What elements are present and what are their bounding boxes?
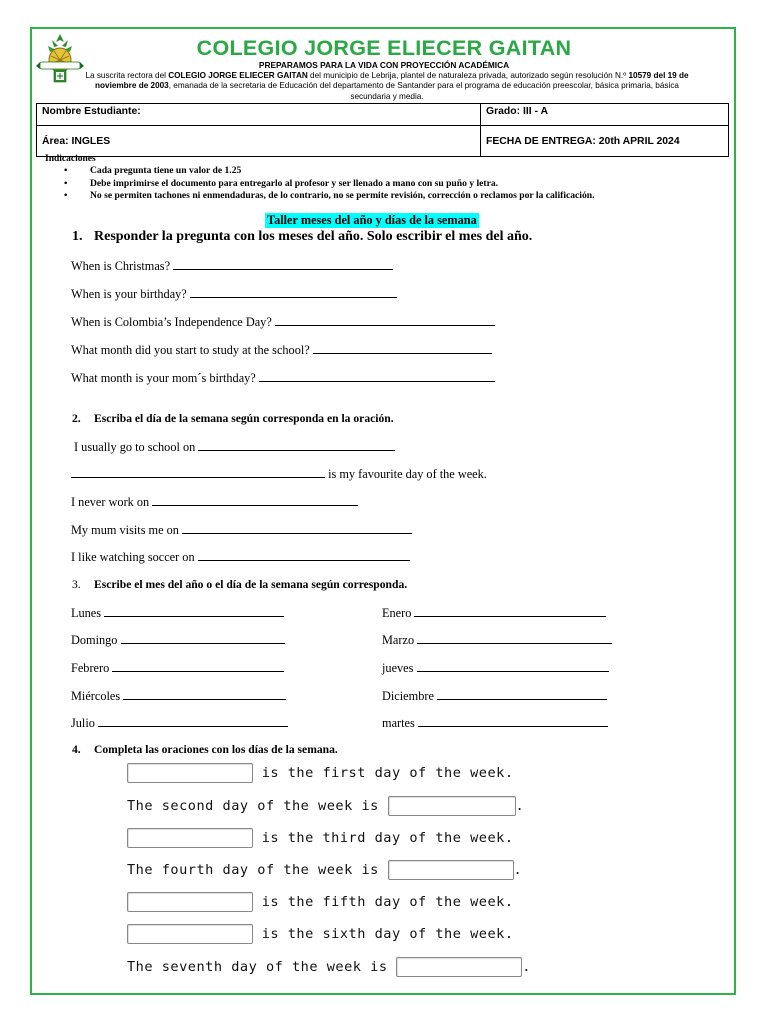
answer-blank[interactable] [259,371,495,382]
q1-question: When is your birthday? [71,287,187,301]
q3-word: Diciembre [382,689,434,703]
answer-box[interactable] [127,828,253,848]
answer-blank[interactable] [437,689,607,700]
q3-word: jueves [382,661,414,675]
bullet-icon: • [64,190,68,201]
q3-word: martes [382,716,415,730]
q2-item [74,440,395,455]
q4-sentence [127,957,531,977]
resolution-number: 10579 del 19 de noviembre de 2003 [95,71,689,91]
answer-box[interactable] [127,892,253,912]
q2-item [71,467,487,482]
answer-box[interactable] [388,796,516,816]
area-field: Área: INGLES [37,126,481,157]
q3-word: Febrero [71,661,110,675]
answer-blank[interactable] [121,633,285,644]
answer-blank[interactable] [198,440,395,451]
q3-word: Domingo [71,633,118,647]
resolution-text-part: , emanada de la secretaria de Educación del departamento de Santander para el programa de educación preescolar, básica primaria, básica secundaria y media. [168,81,679,101]
q1-question: What month did you start to study at the school? [71,343,310,357]
q3-item [71,689,286,704]
q1-question: What month is your mom´s birthday? [71,371,256,385]
resolution-school-name: COLEGIO JORGE ELIECER GAITAN [168,71,308,80]
q4-sentence [127,892,514,912]
school-name-title: COLEGIO JORGE ELIECER GAITAN [196,36,572,60]
q1-item [71,343,492,358]
q4-title: Completa las oraciones con los días de la semana. [94,743,338,756]
q4-sentence-text: is the third day of the week. [261,830,514,846]
answer-blank[interactable] [417,633,612,644]
q1-question: When is Colombia’s Independence Day? [71,315,272,329]
q4-period: . [513,862,523,878]
q2-sentence: My mum visits me on [71,523,179,537]
instruction-text: No se permiten tachones ni enmendaduras, de lo contrario, no se permite revisión, corrección o reclamos por la calificación. [90,190,595,201]
answer-blank[interactable] [182,523,412,534]
instructions-title: Indicaciones [45,154,96,164]
q1-item [71,315,495,330]
instruction-item [64,165,595,178]
q1-item [71,259,393,274]
q1-item [71,371,495,386]
answer-blank[interactable] [275,315,495,326]
q1-title-text: Responder la pregunta con los meses del año. Solo escribir el mes del año. [94,229,533,244]
answer-box[interactable] [127,763,253,783]
q4-sentence [127,763,514,783]
answer-blank[interactable] [152,495,358,506]
q2-item [71,550,410,565]
answer-blank[interactable] [71,467,325,478]
instruction-text: Debe imprimirse el documento para entregarlo al profesor y ser llenado a mano con su puño y letra. [90,177,499,189]
q2-sentence: is my favourite day of the week. [328,467,487,481]
q3-item [71,661,284,676]
instruction-item [64,178,595,191]
q3-word: Julio [71,716,95,730]
q3-item [382,689,607,704]
q3-number: 3. [72,578,81,591]
q2-number: 2. [72,412,81,425]
q4-period: . [522,959,531,975]
answer-blank[interactable] [112,661,284,672]
answer-blank[interactable] [313,343,492,354]
q4-sentence-text: is the sixth day of the week. [261,926,514,942]
q3-word: Miércoles [71,689,121,703]
school-motto: PREPARAMOS PARA LA VIDA CON PROYECCIÓN ACADÉMICA [258,60,510,70]
q2-sentence: I usually go to school on [74,440,196,454]
q3-word: Enero [382,606,412,620]
answer-blank[interactable] [173,259,393,270]
instructions-list [64,165,595,203]
answer-blank[interactable] [417,661,609,672]
answer-blank[interactable] [98,716,288,727]
q4-sentence-text: The seventh day of the week is [127,959,388,975]
q3-title [72,578,407,591]
q3-word: Lunes [71,606,102,620]
q2-item [71,495,358,510]
q1-item [71,287,397,302]
q4-sentence-text: The second day of the week is [127,798,379,814]
q3-title-text: Escribe el mes del año o el día de la semana según corresponda. [94,578,408,591]
instruction-item [64,190,595,203]
q3-word: Marzo [382,633,415,647]
answer-box[interactable] [388,860,514,880]
q1-title [72,229,532,245]
q2-sentence: I never work on [71,495,150,509]
q3-item [71,606,284,621]
resolution-text-part: La suscrita rectora del [85,71,169,80]
grade-field: Grado: III - A [481,104,729,126]
worksheet-title: Taller meses del año y días de la semana [267,213,477,227]
due-date-field: FECHA DE ENTREGA: 20th APRIL 2024 [481,126,729,157]
answer-blank[interactable] [414,606,606,617]
q4-period: . [515,798,525,814]
answer-blank[interactable] [198,550,410,561]
q4-sentence [127,828,514,848]
q4-sentence-text: is the first day of the week. [261,765,514,781]
answer-blank[interactable] [123,689,286,700]
student-name-field[interactable]: Nombre Estudiante: [37,104,481,126]
q2-item [71,523,412,538]
q4-sentence [127,796,524,816]
q4-sentence-text: The fourth day of the week is [127,862,379,878]
q2-title [72,412,394,425]
q4-number: 4. [72,743,81,756]
answer-blank[interactable] [104,606,284,617]
q3-item [382,661,609,676]
bullet-icon: • [64,165,68,176]
q4-sentence [127,860,522,880]
resolution-text-part: del municipio de Lebrija, plantel de naturaleza privada, autorizado según resolución N.º [307,71,629,80]
answer-box[interactable] [127,924,253,944]
q3-item [382,606,606,621]
q4-sentence [127,924,514,944]
q3-item [382,716,608,731]
q3-item [382,633,612,648]
q1-question: When is Christmas? [71,259,171,273]
q3-item [71,633,285,648]
instruction-text: Cada pregunta tiene un valor de 1.25 [90,165,242,176]
student-info-table [36,103,729,157]
resolution-text [82,71,692,102]
q1-number: 1. [72,229,83,244]
answer-box[interactable] [396,957,522,977]
bullet-icon: • [64,177,68,189]
q2-title-text: Escriba el día de la semana según corresponda en la oración. [94,412,394,425]
answer-blank[interactable] [190,287,397,298]
answer-blank[interactable] [418,716,608,727]
q3-item [71,716,288,731]
q2-sentence: I like watching soccer on [71,550,195,564]
q4-sentence-text: is the fifth day of the week. [261,894,514,910]
